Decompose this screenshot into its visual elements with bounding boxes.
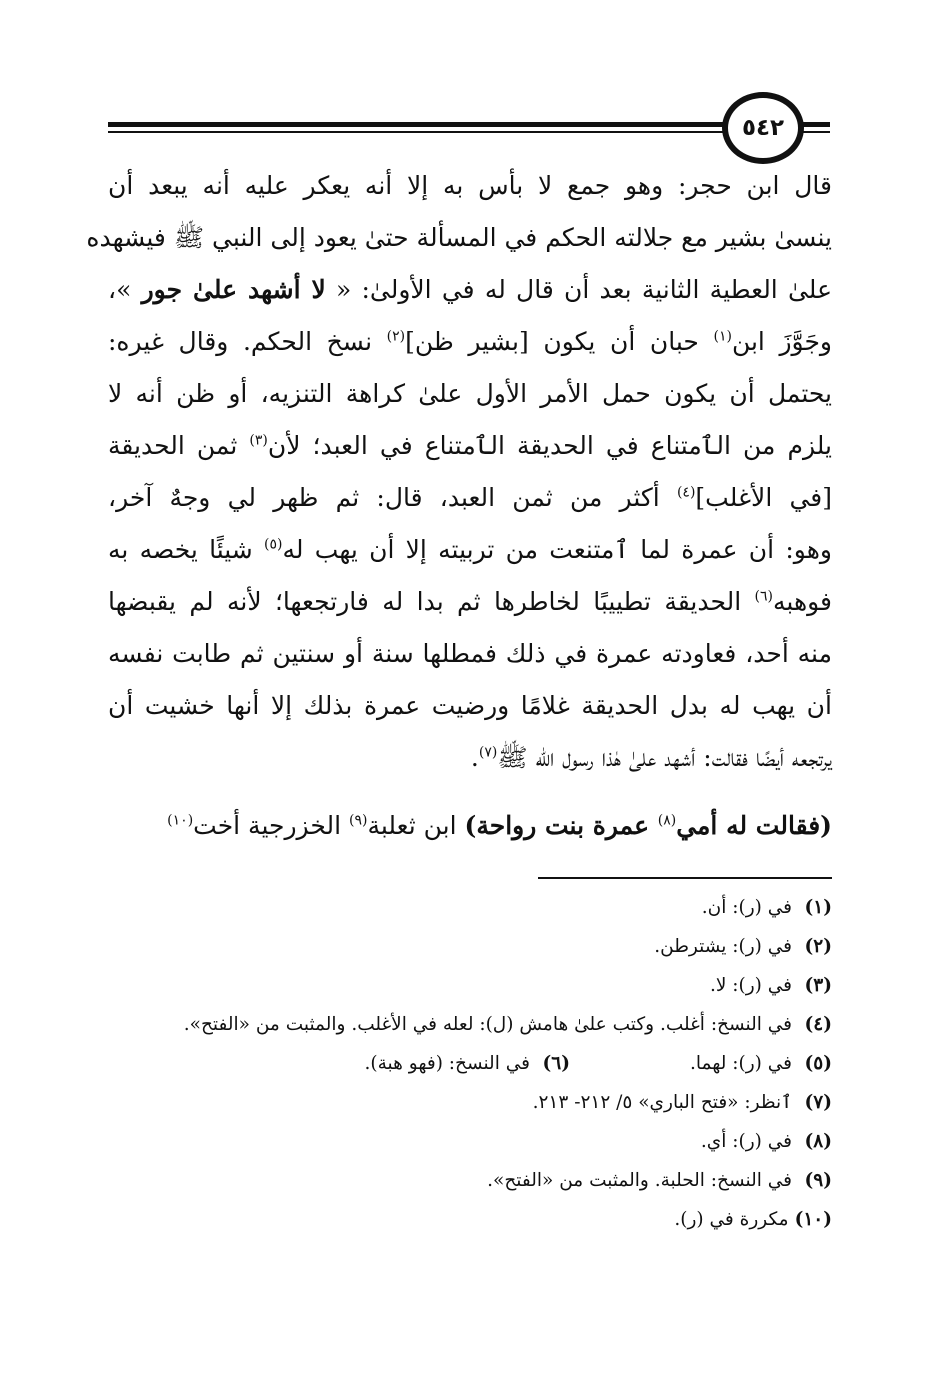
body-line-6-start: يلزم من الٱمتناع في الحديقة الٱمتناع في العبد؛ لأن bbox=[267, 431, 833, 460]
footnote-number: (٧) bbox=[804, 1092, 832, 1113]
body-line-4-start: وجَوَّزَ ابن bbox=[731, 327, 832, 356]
footnote-separator bbox=[538, 877, 832, 879]
footnote-text: مكررة في (ر). bbox=[674, 1209, 789, 1230]
header-rule-thick bbox=[108, 122, 730, 127]
footnote-number: (١) bbox=[804, 897, 832, 918]
footnote-ref-10: (١٠) bbox=[167, 812, 194, 829]
footnote-number: (٥) bbox=[804, 1053, 832, 1074]
matn-mid: ابن ثعلبة bbox=[367, 811, 465, 840]
matn-name: عمرة بنت رواحة) bbox=[464, 811, 658, 840]
footnote bbox=[108, 888, 832, 927]
footnote-number: (٤) bbox=[804, 1014, 832, 1035]
body-line-4-mid: حبان أن يكون [بشير ظن] bbox=[405, 327, 714, 356]
footnote-ref-4: (٤) bbox=[676, 484, 696, 501]
footnote-pair bbox=[108, 1044, 832, 1083]
footnote-number: (٦) bbox=[542, 1053, 570, 1074]
body-line-12-end: . bbox=[470, 743, 479, 772]
body-line-4-end: نسخ الحكم. وقال غيره: bbox=[108, 327, 387, 356]
body-line-6 bbox=[108, 420, 832, 472]
body-line-5: يحتمل أن يكون حمل الأمر الأول علىٰ كراهة التنزيه، أو ظن أنه لا bbox=[108, 379, 832, 408]
footnote-ref-6: (٦) bbox=[754, 588, 773, 605]
footnote bbox=[108, 1122, 832, 1161]
footnote-text: في (ر): لهما. bbox=[689, 1053, 792, 1074]
quoted-hadith-bold: لا أشهد علىٰ جور bbox=[141, 275, 326, 304]
footnote bbox=[108, 966, 832, 1005]
body-line-7-end: أكثر من ثمن العبد، قال: ثم ظهر لي وجهٌ آخر، bbox=[108, 483, 677, 512]
footnote-number: (٨) bbox=[804, 1131, 832, 1152]
footnote-text: في النسخ: الحلبة. والمثبت من «الفتح». bbox=[487, 1170, 792, 1191]
footnote-ref-2: (٢) bbox=[386, 328, 406, 345]
body-line-6-end: ثمن الحديقة bbox=[108, 431, 250, 460]
body-line-8-start: وهو: أن عمرة لما ٱمتنعت من تربيته إلا أن يهب له bbox=[282, 535, 832, 564]
footnote-text: في (ر): أن. bbox=[701, 897, 792, 918]
matn-line bbox=[108, 800, 832, 852]
footnote-ref-8: (٨) bbox=[657, 812, 677, 829]
body-line-9-start: فوهبه bbox=[773, 587, 832, 616]
matn-end: الخزرجية أخت bbox=[193, 811, 349, 840]
footnote-number: (٢) bbox=[804, 936, 832, 957]
footnote-text: في النسخ: (فهو هبة). bbox=[364, 1053, 530, 1074]
footnote-ref-9: (٩) bbox=[348, 812, 368, 829]
body-line-9 bbox=[108, 576, 832, 628]
footnote-text: ٱنظر: «فتح الباري» ٥/ ٢١٢- ٢١٣. bbox=[532, 1092, 792, 1113]
header-rule-tail-thin bbox=[800, 131, 830, 133]
body-line-1: قال ابن حجر: وهو جمع لا بأس به إلا أنه يعكر عليه أنه يبعد أن bbox=[108, 171, 832, 200]
footnote bbox=[108, 1200, 832, 1239]
body-line-12-start: يرتجعه أيضًا فقالت: أشهد علىٰ هٰذا رسول الله ﷺ bbox=[497, 743, 832, 772]
body-line-7-start: [في الأغلب] bbox=[695, 483, 832, 512]
page-header bbox=[0, 0, 940, 170]
footnote-ref-1: (١) bbox=[713, 328, 732, 345]
footnote bbox=[108, 1005, 832, 1044]
body-line-9-end: الحديقة تطييبًا لخاطرها ثم بدا له فارتجعها؛ لأنه لم يقبضها bbox=[108, 587, 755, 616]
footnote-text: في النسخ: أغلب. وكتب علىٰ هامش (ل): لعله في الأغلب. والمثبت من «الفتح». bbox=[183, 1014, 792, 1035]
header-rule-thin bbox=[108, 131, 730, 133]
footnote bbox=[108, 1161, 832, 1200]
footnote-ref-5: (٥) bbox=[264, 536, 283, 553]
footnote-text: في (ر): يشترطن. bbox=[654, 936, 792, 957]
body-line-3-text: علىٰ العطية الثانية بعد أن قال له في الأولىٰ: « bbox=[325, 275, 832, 304]
footnote-number: (٣) bbox=[804, 975, 832, 996]
body-line-12 bbox=[108, 732, 832, 784]
footnote-number: (٩) bbox=[804, 1170, 832, 1191]
body-line-7 bbox=[108, 472, 832, 524]
matn-open: (فقالت له أمي bbox=[676, 811, 832, 840]
header-rule-tail-thick bbox=[800, 122, 830, 127]
footnote-text: في (ر): أي. bbox=[700, 1131, 792, 1152]
footnote-ref-7: (٧) bbox=[478, 744, 498, 761]
footnotes bbox=[108, 888, 832, 1239]
footnote bbox=[108, 927, 832, 966]
body-line-10: منه أحد، فعاودته عمرة في ذلك فمطلها سنة أو سنتين ثم طابت نفسه bbox=[108, 639, 832, 668]
body-line-2: ينسىٰ بشير مع جلالته الحكم في المسألة حتىٰ يعود إلى النبي ﷺ فيشهده bbox=[86, 223, 832, 252]
body-line-3-end: »، bbox=[108, 275, 142, 304]
footnote-number: (١٠) bbox=[794, 1209, 832, 1230]
body-line-4 bbox=[108, 316, 832, 368]
page-number: ٥٤٢ bbox=[722, 92, 804, 164]
main-text bbox=[86, 160, 833, 852]
footnote-text: في (ر): لا. bbox=[709, 975, 792, 996]
footnote-ref-3: (٣) bbox=[249, 432, 268, 449]
body-line-8 bbox=[108, 524, 832, 576]
body-line-11: أن يهب له بدل الحديقة غلامًا ورضيت عمرة بذلك إلا أنها خشيت أن bbox=[108, 691, 832, 720]
body-line-3 bbox=[108, 264, 832, 316]
footnote bbox=[108, 1083, 832, 1122]
body-line-8-end: شيئًا يخصه به bbox=[108, 535, 265, 564]
